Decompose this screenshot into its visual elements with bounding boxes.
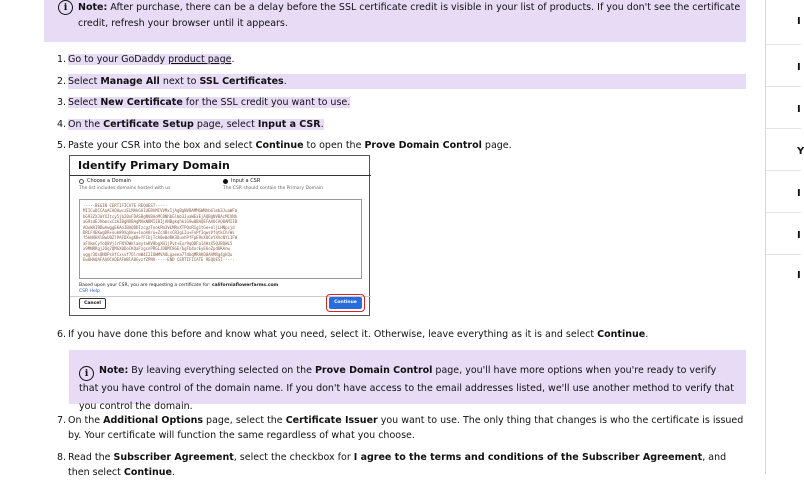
csr-textarea[interactable]: -----BEGIN CERTIFICATE REQUEST----- MIICuDCCAaACAQAwczELMAkGA1UEBhMCVVMxIjAgBgNVBAMMGWNhbGlmb3JuaWFm bG93ZXJmYXJtcy5jb20xFDASBgNVBAoMC0NhbGlmb3JuaWExEjAQBgNVBAcMCVNh aG9zdEJhbmsxCzAJBgNVBAgMAkNBMIIBIjANBgkqhkiG9w0BAQEFAAOCAQ8AMIIB AQoWAIBDwAwggEKAoIBAQDDIzcgzTookPm3VLMRvXTPQoRIg1tGe+nljLHNpcjd DRLF4EKwgDR+ouk89Xqhkw+1ooA8/u+Zc48ssCR3gL2u+FnPfIqwsVfqtkCh/Ws f5kNXHXlBwU0ZlPAFDXvgKB+YFCbjTcA0e0dRK3UunhPfFpE9nXOCeYXVcNYL1FW aFXkmCyYoQ8VjirFNYDWklaeytaKV9bgXH1jPvt+Exr9qQDFa14HzX5QJBQWL5 x9MNRRgjJOq7QMGX0DoCKQaFzgcnPRGLJDBMC8GE/bgFb4orEyE6oZpd6KAnw uggr3OsQNOPsXfCxsvf7OlrmW4I2IOWMVAOLgaeea77dbqMRAKQ8AAMRg4gkQu EwOHAQAFAAOCAQEAFW8lA8GvzfZPNV-----END CERTIFICATE REQUEST----- (79, 199, 362, 279)
note-callout-top (44, 0, 746, 42)
identify-primary-domain-screenshot (69, 155, 370, 316)
dialog-title: Identify Primary Domain (78, 159, 230, 172)
right-sidebar: I I I Y I I I (765, 0, 800, 474)
choose-domain-radio[interactable] (79, 179, 84, 184)
info-circle-icon: i (58, 0, 73, 15)
dialog-divider (70, 175, 371, 176)
choose-domain-sub: The list includes domains hosted with us (79, 186, 171, 191)
article-content: i Note: After purchase, there can be a delay before the SSL certificate credit is visible in your list of products. If you don't see the certificate credit, refresh your browser until it appears. 1. Go to your GoDaddy product page. 2. Select Manage All next to SSL Certificates. 3. Select New Certificate for the SSL credit you want to use. 4. On the Certificate Setup page, select Input a CSR. 5. Paste your CSR into the box and select Continue to open the Prove Domain Control page. 6. If you have done this before and know what you need, select it. Otherwise, leave everything as it is and select Continue. 7. On the Additional Options page, select the Certificate Issuer you want to use. The only thing that changes is who the certificate is issued by. Your certificate will function the same regardless of what you choose. 8. Read the Subscriber Agreement, select the checkbox for I agree to the terms and conditions of the Subscriber Agreement, and then select Continue. Identify Primary Domain Choose a Domain The list includes domains hosted with us Input a CSR The CSR should contain the Primary Domain -----BEGIN CERTIFICATE REQUEST----- MIICuDCCAaACAQAwczELMAkGA1UEBhMCVVMxIjAgBgNVBAMMGWNhbGlmb3JuaWFm bG93ZXJmYXJtcy5jb20xFDASBgNVBAoMC0NhbGlmb3JuaWExEjAQBgNVBAcMCVNh aG9zdEJhbmsxCzAJBgNVBAgMAkNBMIIBIjANBgkqhkiG9w0BAQEFAAOCAQ8AMIIB AQoWAIBDwAwggEKAoIBAQDDIzcgzTookPm3VLMRvXTPQoRIg1tGe+nljLHNpcjd DRLF4EKwgDR+ouk89Xqhkw+1ooA8/u+Zc48ssCR3gL2u+FnPfIqwsVfqtkCh/Ws f5kNXHXlBwU0ZlPAFDXvgKB+YFCbjTcA0e0dRK3UunhPfFpE9nXOCeYXVcNYL1FW aFXkmCyYoQ8VjirFNYDWklaeytaKV9bgXH1jPvt+Exr9qQDFa14HzX5QJBQWL5 x9MNRRgjJOq7QMGX0DoCKQaFzgcnPRGLJDBMC8GE/bgFb4orEyE6oZpd6KAnw uggr3OsQNOPsXfCxsvf7OlrmW4I2IOWMVAOLgaeea77dbqMRAKQ8AAMRg4gkQu EwOHAQAFAAOCAQEAFW8lA8GvzfZPNV-----END CERTIFICATE REQUEST----- Based upon your CSR, you are requesting a certificate for: californiaflowerfarms.com CSR Help Cancel Continue i Note: By leaving everything selected on the Prove Domain Control page, you'll have more options when you're ready to verify that you have control of the domain name. If you don't have access to the email addresses listed, we'll use another method to verify that you control the domain. (0, 0, 760, 474)
continue-button[interactable]: Continue (329, 297, 362, 309)
requested-domain-text: Based upon your CSR, you are requesting a certificate for: californiaflowerfarms.com (79, 283, 279, 288)
csr-help-link[interactable]: CSR Help (79, 289, 100, 294)
note-callout-bottom: i Note: By leaving everything selected on the Prove Domain Control page, you'll have more options when you're ready to verify that you have control of the domain name. If you don't have access to the email addresses listed, we'll use another method to verify that you control the domain. (69, 350, 746, 404)
input-csr-label: Input a CSR (231, 178, 261, 184)
choose-domain-label: Choose a Domain (87, 178, 132, 184)
info-circle-icon: i (79, 366, 94, 381)
note-text: Note: After purchase, there can be a delay before the SSL certificate credit is visible in your list of products. If you don't see the certificate credit, refresh your browser until it appears. (78, 2, 741, 29)
input-csr-sub: The CSR should contain the Primary Domain (223, 186, 323, 191)
cancel-button[interactable]: Cancel (79, 298, 106, 309)
product-page-link[interactable]: product page (168, 54, 232, 65)
input-csr-radio[interactable] (223, 179, 228, 184)
